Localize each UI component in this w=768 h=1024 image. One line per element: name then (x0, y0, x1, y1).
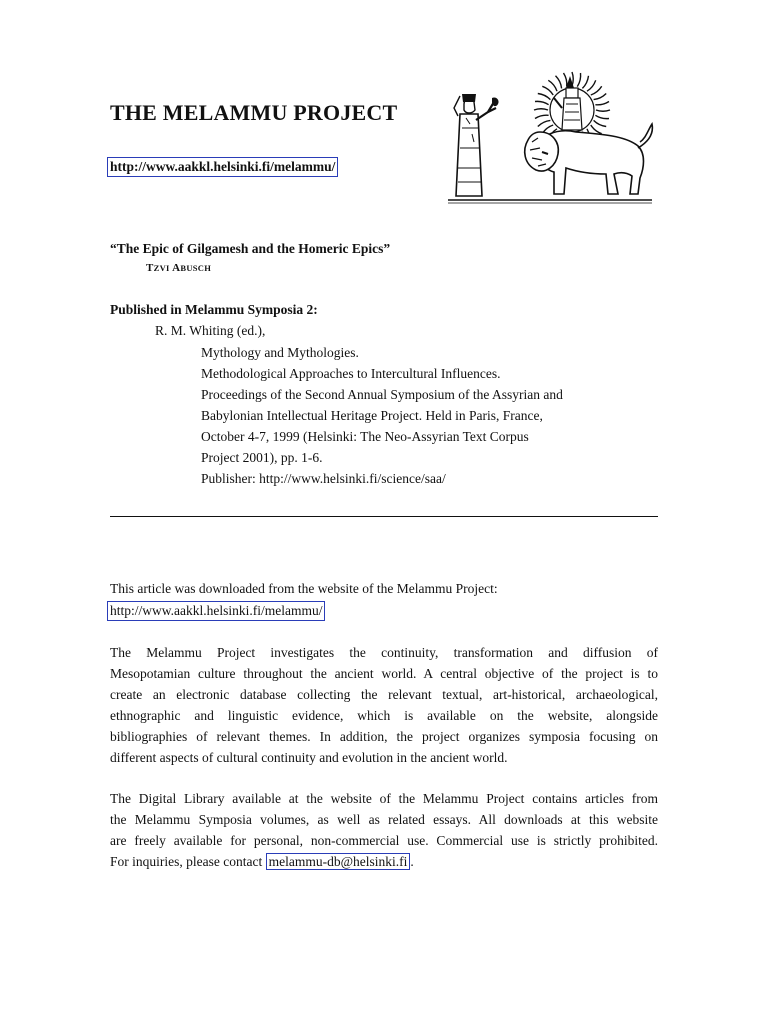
author-first-initial: T (146, 262, 154, 274)
paragraph-line: The Digital Library available at the website of the Melammu Project contains articles from (110, 791, 658, 806)
sun-ray (548, 80, 557, 91)
sun-ray (564, 73, 567, 87)
download-note: This article was downloaded from the website of the Melammu Project: (110, 581, 498, 596)
contact-suffix: . (410, 854, 414, 869)
sun-ray (535, 101, 549, 104)
sun-ray (538, 120, 551, 126)
publication-editor: R. M. Whiting (ed.), (155, 323, 266, 338)
publication-line: Methodological Approaches to Intercultural Influences. (201, 366, 501, 381)
sun-ray (591, 86, 602, 95)
paragraph-line: create an electronic database collecting the relevant textual, art-historical, archaeological, (110, 687, 658, 702)
sun-ray (594, 94, 607, 100)
melammu-url-link[interactable]: http://www.aakkl.helsinki.fi/melammu/ (107, 157, 338, 177)
publication-line: Babylonian Intellectual Heritage Project. Held in Paris, France, (201, 408, 543, 423)
horizontal-divider (110, 516, 658, 517)
project-description-paragraph (110, 642, 658, 768)
paragraph-line: bibliographies of relevant themes. In addition, the project organizes symposia focusing on (110, 729, 658, 744)
digital-library-paragraph (110, 788, 658, 872)
author-last-initial: A (172, 262, 181, 274)
download-url-link[interactable]: http://www.aakkl.helsinki.fi/melammu/ (107, 601, 325, 621)
publication-line: Proceedings of the Second Annual Symposium of the Assyrian and (201, 387, 563, 402)
publication-details (201, 342, 563, 489)
sun-ray (587, 80, 596, 91)
sun-ray (591, 125, 602, 134)
publication-line: Publisher: http://www.helsinki.fi/science/saa/ (201, 471, 446, 486)
publication-line: Project 2001), pp. 1-6. (201, 450, 323, 465)
paragraph-line: ethnographic and linguistic evidence, which is available on the website, alongside (110, 708, 658, 723)
sun-ray (535, 115, 549, 118)
publication-line: Mythology and Mythologies. (201, 345, 359, 360)
paragraph-line: are freely available for personal, non-commercial use. Commercial use is strictly prohibited. (110, 833, 658, 848)
author-last-rest: BUSCH (180, 263, 212, 273)
article-title: “The Epic of Gilgamesh and the Homeric Epics” (110, 241, 391, 256)
sun-ray (577, 73, 580, 87)
article-author (146, 262, 211, 274)
sun-ray (595, 102, 609, 105)
sun-ray (542, 86, 553, 95)
paragraph-line: Mesopotamian culture throughout the ancient world. A central objective of the project is to (110, 666, 658, 681)
contact-line (110, 851, 658, 872)
sun-ray (596, 110, 610, 111)
sun-ray (594, 120, 607, 126)
page-title: THE MELAMMU PROJECT (110, 100, 398, 125)
sun-ray (582, 76, 588, 89)
contact-email-link[interactable]: melammu-db@helsinki.fi (266, 853, 411, 870)
sun-ray (595, 115, 609, 118)
paragraph-line: different aspects of cultural continuity and evolution in the ancient world. (110, 750, 508, 765)
paragraph-line: The Melammu Project investigates the continuity, transformation and diffusion of (110, 645, 658, 660)
contact-prefix: For inquiries, please contact (110, 854, 266, 869)
publication-heading: Published in Melammu Symposia 2: (110, 302, 318, 317)
paragraph-line: the Melammu Symposia volumes, as well as related essays. All downloads at this website (110, 812, 658, 827)
publication-line: October 4-7, 1999 (Helsinki: The Neo-Assyrian Text Corpus (201, 429, 529, 444)
assyrian-relief-figure-lion-sun-icon (442, 68, 658, 206)
sun-ray (556, 76, 562, 89)
sun-ray (534, 109, 548, 110)
author-first-rest: ZVI (153, 263, 170, 273)
sun-ray (538, 94, 551, 100)
